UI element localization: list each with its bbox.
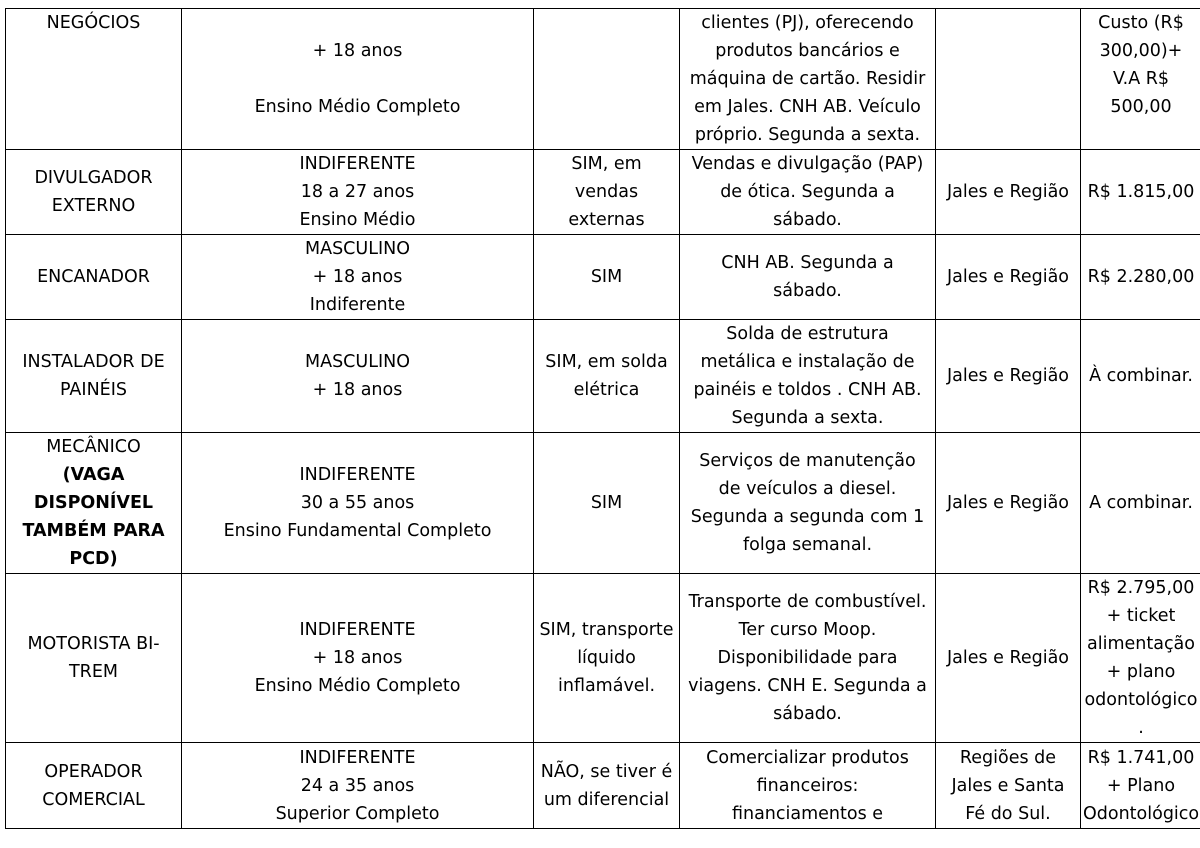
cargo-cell bbox=[6, 9, 182, 150]
perfil-cell bbox=[182, 9, 534, 150]
descricao-text: viagens. CNH E. Segunda a bbox=[688, 676, 927, 696]
experiencia-cell bbox=[534, 320, 680, 433]
descricao-text: sábado. bbox=[773, 210, 842, 230]
experiencia-text: SIM bbox=[590, 267, 623, 287]
salario-text: 500,00 bbox=[1110, 97, 1172, 117]
table-row bbox=[6, 433, 1200, 574]
perfil-text: INDIFERENTE bbox=[299, 747, 416, 768]
table-row bbox=[6, 235, 1200, 320]
local-text: Jales e Região bbox=[946, 267, 1070, 287]
salario-text: V.A R$ bbox=[1112, 69, 1170, 89]
cargo-cell bbox=[6, 235, 182, 320]
experiencia-text: SIM, em solda bbox=[545, 352, 668, 372]
local-cell bbox=[936, 743, 1081, 829]
cargo-text: INSTALADOR DE bbox=[22, 352, 165, 372]
salario-text: . bbox=[1138, 718, 1144, 738]
pcd-note: (VAGA bbox=[62, 465, 125, 485]
perfil-cell bbox=[182, 433, 534, 574]
perfil-cell bbox=[182, 743, 534, 829]
salario-text: + Plano bbox=[1106, 775, 1176, 796]
cargo-text: DIVULGADOR bbox=[34, 168, 153, 188]
descricao-cell bbox=[680, 150, 936, 235]
cargo-text: MOTORISTA BI- bbox=[27, 634, 160, 654]
pcd-note: TAMBÉM PARA bbox=[22, 521, 165, 541]
descricao-text: Segunda a segunda com 1 bbox=[690, 507, 925, 527]
descricao-text: clientes (PJ), oferecendo bbox=[701, 13, 914, 33]
local-cell bbox=[936, 433, 1081, 574]
salario-text: R$ 2.795,00 bbox=[1087, 578, 1195, 598]
descricao-text: de ótica. Segunda a bbox=[720, 182, 895, 202]
local-text: Regiões de bbox=[959, 747, 1057, 768]
experiencia-text: elétrica bbox=[573, 380, 640, 400]
salario-text: Custo (R$ bbox=[1098, 13, 1184, 33]
experiencia-text: vendas bbox=[574, 182, 639, 202]
table-row bbox=[6, 743, 1200, 829]
experiencia-text: NÃO, se tiver é bbox=[540, 761, 673, 782]
descricao-text: CNH AB. Segunda a bbox=[721, 253, 894, 273]
cargo-cell bbox=[6, 150, 182, 235]
salario-text: R$ 2.280,00 bbox=[1087, 267, 1195, 287]
experiencia-text: SIM, em bbox=[571, 154, 642, 174]
experiencia-text: SIM, transporte bbox=[539, 620, 674, 640]
perfil-text: Indiferente bbox=[309, 295, 406, 315]
experiencia-cell bbox=[534, 235, 680, 320]
local-cell bbox=[936, 235, 1081, 320]
perfil-text: INDIFERENTE bbox=[299, 620, 416, 640]
salario-text: À combinar. bbox=[1089, 366, 1193, 386]
experiencia-text: externas bbox=[568, 210, 645, 230]
descricao-cell bbox=[680, 743, 936, 829]
descricao-text: próprio. Segunda a sexta. bbox=[694, 125, 921, 145]
salario-cell bbox=[1081, 320, 1200, 433]
local-cell bbox=[936, 9, 1081, 150]
experiencia-cell bbox=[534, 150, 680, 235]
table-row bbox=[6, 9, 1200, 150]
descricao-cell bbox=[680, 9, 936, 150]
salario-text: R$ 1.741,00 bbox=[1087, 747, 1195, 768]
descricao-cell bbox=[680, 320, 936, 433]
perfil-text: + 18 anos bbox=[312, 380, 403, 400]
experiencia-text: SIM bbox=[590, 493, 623, 513]
cargo-text: ENCANADOR bbox=[37, 267, 150, 287]
local-text: Fé do Sul. bbox=[965, 803, 1051, 824]
cargo-text: TREM bbox=[68, 662, 118, 682]
pcd-note: PCD) bbox=[69, 549, 118, 569]
salario-text: Odontológico bbox=[1083, 803, 1200, 824]
salario-cell bbox=[1081, 574, 1200, 743]
table-row bbox=[6, 150, 1200, 235]
descricao-text: sábado. bbox=[773, 281, 842, 301]
salario-text: odontológico bbox=[1084, 690, 1198, 710]
local-cell bbox=[936, 150, 1081, 235]
perfil-cell bbox=[182, 235, 534, 320]
perfil-text: Ensino Médio Completo bbox=[254, 97, 461, 117]
salario-cell bbox=[1081, 9, 1200, 150]
salario-text: R$ 1.815,00 bbox=[1087, 182, 1195, 202]
descricao-text: metálica e instalação de bbox=[700, 352, 915, 372]
experiencia-text: um diferencial bbox=[543, 789, 670, 810]
local-text: Jales e Região bbox=[946, 366, 1070, 386]
experiencia-cell bbox=[534, 743, 680, 829]
cargo-text: PAINÉIS bbox=[60, 380, 127, 400]
descricao-text: Segunda a sexta. bbox=[731, 408, 884, 428]
perfil-text: Ensino Fundamental Completo bbox=[223, 521, 492, 541]
cargo-cell bbox=[6, 433, 182, 574]
perfil-cell bbox=[182, 320, 534, 433]
perfil-cell bbox=[182, 150, 534, 235]
cargo-cell bbox=[6, 320, 182, 433]
salario-text: A combinar. bbox=[1089, 493, 1193, 513]
perfil-text: INDIFERENTE bbox=[299, 465, 416, 485]
descricao-text: de veículos a diesel. bbox=[718, 479, 897, 499]
experiencia-cell bbox=[534, 433, 680, 574]
perfil-text: INDIFERENTE bbox=[299, 154, 416, 174]
perfil-text: Ensino Médio Completo bbox=[254, 676, 461, 696]
salario-text: + ticket bbox=[1106, 606, 1176, 626]
descricao-text: Vendas e divulgação (PAP) bbox=[691, 154, 924, 174]
salario-cell bbox=[1081, 743, 1200, 829]
perfil-text: 18 a 27 anos bbox=[300, 182, 415, 202]
salario-cell bbox=[1081, 433, 1200, 574]
salario-text: 300,00)+ bbox=[1099, 41, 1183, 61]
local-text: Jales e Região bbox=[946, 493, 1070, 513]
descricao-text: Comercializar produtos bbox=[706, 747, 909, 768]
descricao-cell bbox=[680, 235, 936, 320]
descricao-text: folga semanal. bbox=[742, 535, 873, 555]
local-text: Jales e Região bbox=[946, 648, 1070, 668]
descricao-text: financiamentos e bbox=[731, 803, 884, 824]
descricao-text: Disponibilidade para bbox=[717, 648, 898, 668]
table-row bbox=[6, 320, 1200, 433]
perfil-text: MASCULINO bbox=[305, 352, 410, 372]
perfil-text: Ensino Médio bbox=[299, 210, 416, 230]
salario-text: + plano bbox=[1106, 662, 1176, 682]
experiencia-text: líquido bbox=[577, 648, 636, 668]
cargo-text: MECÂNICO bbox=[46, 437, 141, 457]
local-text: Jales e Santa bbox=[951, 775, 1065, 796]
salario-cell bbox=[1081, 235, 1200, 320]
salario-text: alimentação bbox=[1087, 634, 1195, 654]
experiencia-cell bbox=[534, 9, 680, 150]
descricao-text: Solda de estrutura bbox=[726, 324, 889, 344]
perfil-text: + 18 anos bbox=[312, 41, 403, 61]
descricao-text: Serviços de manutenção bbox=[699, 451, 916, 471]
cargo-cell bbox=[6, 574, 182, 743]
cargo-text: COMERCIAL bbox=[42, 789, 145, 810]
job-listings-table bbox=[5, 8, 1200, 829]
perfil-text: 30 a 55 anos bbox=[300, 493, 415, 513]
perfil-cell bbox=[182, 574, 534, 743]
experiencia-cell bbox=[534, 574, 680, 743]
descricao-text: financeiros: bbox=[756, 775, 859, 796]
descricao-text: Ter curso Moop. bbox=[738, 620, 877, 640]
perfil-text: + 18 anos bbox=[312, 648, 403, 668]
descricao-cell bbox=[680, 433, 936, 574]
experiencia-text: inflamável. bbox=[557, 676, 656, 696]
descricao-text: em Jales. CNH AB. Veículo bbox=[694, 97, 921, 117]
pcd-note: DISPONÍVEL bbox=[33, 493, 154, 513]
table-row bbox=[6, 574, 1200, 743]
descricao-text: produtos bancários e bbox=[715, 41, 900, 61]
descricao-cell bbox=[680, 574, 936, 743]
salario-cell bbox=[1081, 150, 1200, 235]
local-cell bbox=[936, 320, 1081, 433]
local-cell bbox=[936, 574, 1081, 743]
perfil-text: + 18 anos bbox=[312, 267, 403, 287]
descricao-text: máquina de cartão. Residir bbox=[689, 69, 926, 89]
cargo-text: OPERADOR bbox=[44, 761, 143, 782]
perfil-text: 24 a 35 anos bbox=[300, 775, 415, 796]
perfil-text: MASCULINO bbox=[305, 239, 410, 259]
descricao-text: sábado. bbox=[773, 704, 842, 724]
descricao-text: Transporte de combustível. bbox=[688, 592, 927, 612]
cargo-text: EXTERNO bbox=[51, 196, 136, 216]
descricao-text: painéis e toldos . CNH AB. bbox=[693, 380, 922, 400]
perfil-text: Superior Completo bbox=[275, 803, 440, 824]
local-text: Jales e Região bbox=[946, 182, 1070, 202]
cargo-cell bbox=[6, 743, 182, 829]
cargo-text: NEGÓCIOS bbox=[46, 13, 141, 33]
